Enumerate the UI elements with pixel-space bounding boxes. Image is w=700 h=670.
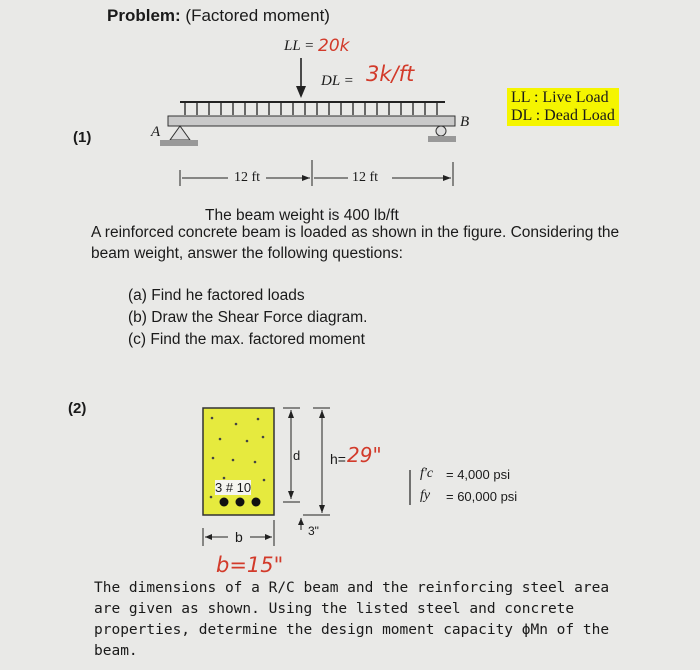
d-label: d	[293, 448, 301, 463]
b-label: b	[235, 529, 243, 545]
b-value: b=15"	[216, 553, 284, 577]
legend-dead-load: DL : Dead Load	[511, 107, 615, 124]
beam-weight-text: The beam weight is 400 lb/ft	[205, 207, 399, 224]
dl-label: DL =	[321, 73, 354, 89]
question-b: (b) Draw the Shear Force diagram.	[128, 309, 368, 326]
ll-label: LL =	[284, 38, 315, 54]
fc-value: = 4,000 psi	[446, 467, 510, 482]
title-rest: (Factored moment)	[185, 6, 330, 25]
problem2-number: (2)	[68, 400, 87, 417]
legend-live-load: LL : Live Load	[511, 89, 609, 106]
load-legend	[507, 88, 619, 126]
title-bold: Problem:	[107, 6, 181, 25]
dl-value: 3k/ft	[366, 62, 415, 86]
span-right-label: 12 ft	[352, 170, 379, 185]
fc-label: f'c	[420, 466, 434, 481]
problem1-description: A reinforced concrete beam is loaded as shown in the figure. Considering the beam weight, answer the following questions:	[91, 224, 620, 262]
question-a: (a) Find he factored loads	[128, 287, 305, 304]
support-a-label: A	[151, 124, 161, 140]
ll-value: 20k	[318, 36, 350, 56]
rebar-label: 3 # 10	[215, 480, 252, 495]
h-value: 29"	[347, 443, 382, 467]
cover-label: 3"	[308, 524, 319, 538]
problem2-description: The dimensions of a R/C beam and the reinforcing steel area are given as shown. Using the listed steel and concrete properties, determine the design moment capacity ϕMn of the beam.	[94, 580, 610, 659]
h-label: h=	[330, 451, 346, 467]
fy-value: = 60,000 psi	[446, 489, 518, 504]
span-left-label: 12 ft	[234, 170, 261, 185]
problem1-number: (1)	[73, 129, 92, 146]
question-c: (c) Find the max. factored moment	[128, 331, 365, 348]
fy-label: fy	[420, 488, 431, 503]
support-b-label: B	[460, 114, 470, 130]
